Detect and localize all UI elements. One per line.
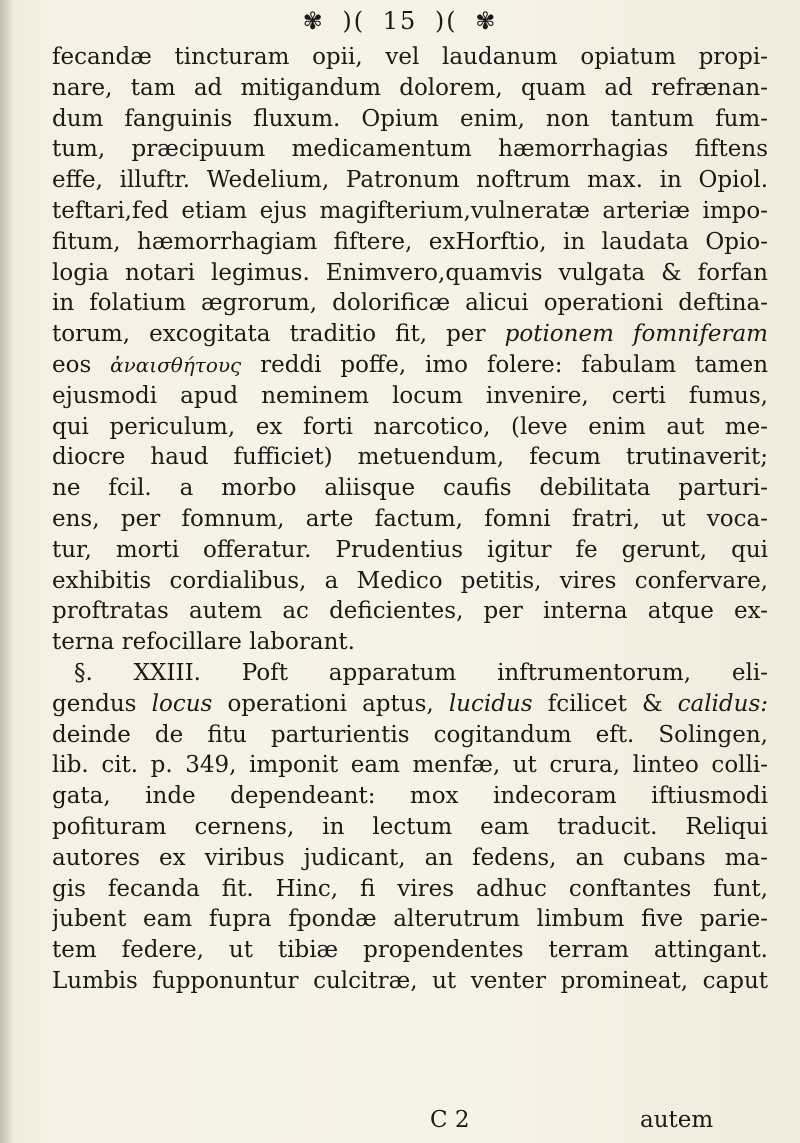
text-line: logia notari legimus. Enimvero,quamvis vulgata & forfan bbox=[52, 259, 768, 286]
italic-word: calidus: bbox=[677, 690, 768, 717]
text-line: pofituram cernens, in lectum eam traducit. Reliqui bbox=[52, 813, 768, 840]
text-fragment: eos bbox=[52, 351, 92, 378]
text-fragment: reddi poffe, imo folere: fabulam tamen bbox=[260, 351, 768, 378]
text-line: effe, illuftr. Wedelium, Patronum noftrum max. in Opiol. bbox=[52, 167, 768, 194]
ornament-left-icon: ✾ bbox=[302, 7, 325, 35]
text-line: exhibitis cordialibus, a Medico petitis, vires confervare, bbox=[52, 567, 768, 594]
text-line: fitum, hæmorrhagiam fiftere, exHorftio, in laudata Opio- bbox=[52, 228, 768, 255]
text-line: autores ex viribus judicant, an fedens, an cubans ma- bbox=[52, 844, 768, 871]
bracket-left: )( bbox=[342, 7, 366, 35]
text-line: ne fcil. a morbo aliisque caufis debilitata parturi- bbox=[52, 475, 768, 502]
text-line: tem federe, ut tibiæ propendentes terram attingant. bbox=[52, 937, 768, 964]
text-line: deinde de fitu parturientis cogitandum eft. Solingen, bbox=[52, 721, 768, 748]
text-line: nare, tam ad mitigandum dolorem, quam ad refrænan- bbox=[52, 74, 768, 101]
italic-word: lucidus bbox=[448, 690, 533, 717]
catchword: autem bbox=[640, 1107, 714, 1133]
italic-word: locus bbox=[151, 690, 213, 717]
text-line: gata, inde dependeant: mox indecoram iftiusmodi bbox=[52, 783, 768, 810]
text-line bbox=[52, 350, 768, 381]
text-line: ejusmodi apud neminem locum invenire, certi fumus, bbox=[52, 382, 768, 409]
text-line: jubent eam fupra fpondæ alterutrum limbum five parie- bbox=[52, 906, 768, 933]
text-fragment: gendus bbox=[52, 690, 137, 717]
text-line: qui periculum, ex forti narcotico, (leve enim aut me- bbox=[52, 413, 768, 440]
text-line: diocre haud fufficiet) metuendum, fecum trutinaverit; bbox=[52, 444, 768, 471]
text-line: dum fanguinis fluxum. Opium enim, non tantum fum- bbox=[52, 105, 768, 132]
gutter-shadow bbox=[0, 0, 14, 1143]
text-line: proftratas autem ac deficientes, per interna atque ex- bbox=[52, 598, 768, 625]
text-line bbox=[52, 689, 768, 720]
text-fragment: operationi aptus, bbox=[227, 690, 434, 717]
text-line: in folatium ægrorum, dolorificæ alicui operationi deftina- bbox=[52, 290, 768, 317]
text-line: lib. cit. p. 349, imponit eam menfæ, ut crura, linteo colli- bbox=[52, 752, 768, 779]
body-text bbox=[52, 42, 768, 997]
text-line: Lumbis fupponuntur culcitræ, ut venter promineat, caput bbox=[52, 967, 768, 994]
signature-mark: C 2 bbox=[430, 1107, 470, 1133]
page-number: 15 bbox=[382, 7, 418, 35]
greek-word: ἀναισθήτους bbox=[110, 352, 242, 377]
text-line bbox=[52, 319, 768, 350]
italic-phrase: potionem fomniferam bbox=[504, 321, 768, 348]
text-line: gis fecanda fit. Hinc, fi vires adhuc conftantes funt, bbox=[52, 875, 768, 902]
section-heading-line: §. XXIII. Poft apparatum inftrumentorum, eli- bbox=[74, 659, 768, 686]
page-footer bbox=[0, 1104, 800, 1136]
text-fragment: fcilicet & bbox=[547, 690, 663, 717]
text-line: tur, morti offeratur. Prudentius igitur fe gerunt, qui bbox=[52, 536, 768, 563]
ornament-right-icon: ✾ bbox=[475, 7, 498, 35]
running-head bbox=[250, 4, 550, 38]
text-line: teftari,fed etiam ejus magifterium,vulneratæ arteriæ impo- bbox=[52, 197, 768, 224]
text-line: terna refocillare laborant. bbox=[52, 629, 355, 656]
text-fragment: torum, excogitata traditio fit, per bbox=[52, 321, 486, 348]
bracket-right: )( bbox=[434, 7, 458, 35]
text-line: fecandæ tincturam opii, vel laudanum opiatum propi- bbox=[52, 44, 768, 70]
text-line: ens, per fomnum, arte factum, fomni fratri, ut voca- bbox=[52, 505, 768, 532]
text-line: tum, præcipuum medicamentum hæmorrhagias fiftens bbox=[52, 136, 768, 163]
